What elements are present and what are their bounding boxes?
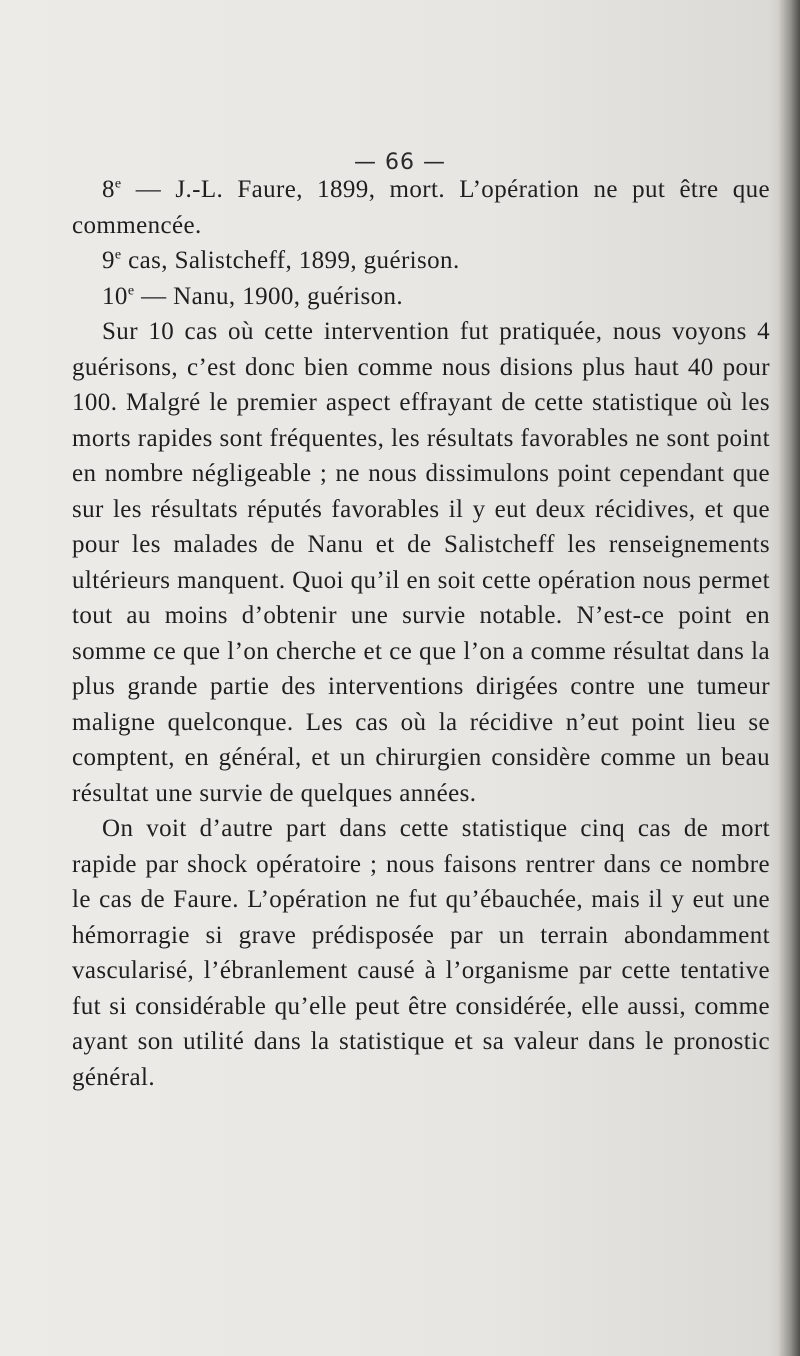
- case-ordinal: 9: [102, 247, 115, 274]
- paragraph-text: — J.-L. Faure, 1899, mort. L’opération ne put être que commencée.: [72, 176, 770, 239]
- case-ordinal: 10: [102, 282, 128, 310]
- paragraph-summary: Sur 10 cas où cette intervention fut pratiquée, nous voyons 4 guérisons, c’est donc bien comme nous disions plus haut 40 pour 100. Malgré le premier aspect effrayant de cette statistique où les morts rapides sont fréquentes, les résultats favorables ne sont point en nombre négligeable ; ne nous dissimulons point cependant que sur les résultats réputés favorables il y eut deux récidives, et que pour les malades de Nanu et de Salistcheff les renseignements ultérieurs manquent. Quoi qu’il en soit cette opération nous permet tout au moins d’obtenir une survie notable. N’est-ce point en somme ce que l’on cherche et ce que l’on a comme résultat dans la plus grande partie des interventions dirigées contre une tumeur maligne quelconque. Les cas où la récidive n’eut point lieu se comptent, en général, et un chirurgien considère comme un beau résultat une survie de quelques années.: [72, 318, 770, 807]
- ordinal-suffix: e: [127, 283, 135, 299]
- paragraph-case-8: [72, 172, 770, 243]
- paragraph-case-9: [72, 243, 770, 279]
- paragraph-text: — Nanu, 1900, guérison.: [134, 282, 404, 310]
- page-number: — 66 —: [354, 150, 446, 175]
- page-binding-shadow: [778, 0, 800, 1356]
- paragraph-case-10: [72, 279, 770, 315]
- ordinal-suffix: e: [114, 176, 122, 192]
- paragraph-shock: On voit d’autre part dans cette statistique cinq cas de mort rapide par shock opératoire ; nous faisons rentrer dans ce nombre le cas de Faure. L’opération ne fut qu’ébauchée, mais il y eut une hémorragie si grave prédisposée par un terrain abondamment vascularisé, l’ébranlement causé à l’organisme par cette tentative fut si considérable qu’elle peut être considérée, elle aussi, comme ayant son utilité dans la statistique et sa valeur dans le pronostic général.: [72, 815, 770, 1091]
- paragraph-text: cas, Salistcheff, 1899, guérison.: [121, 247, 460, 274]
- case-ordinal: 8: [102, 176, 115, 203]
- ordinal-suffix: e: [114, 247, 122, 263]
- body-text: [72, 172, 770, 1095]
